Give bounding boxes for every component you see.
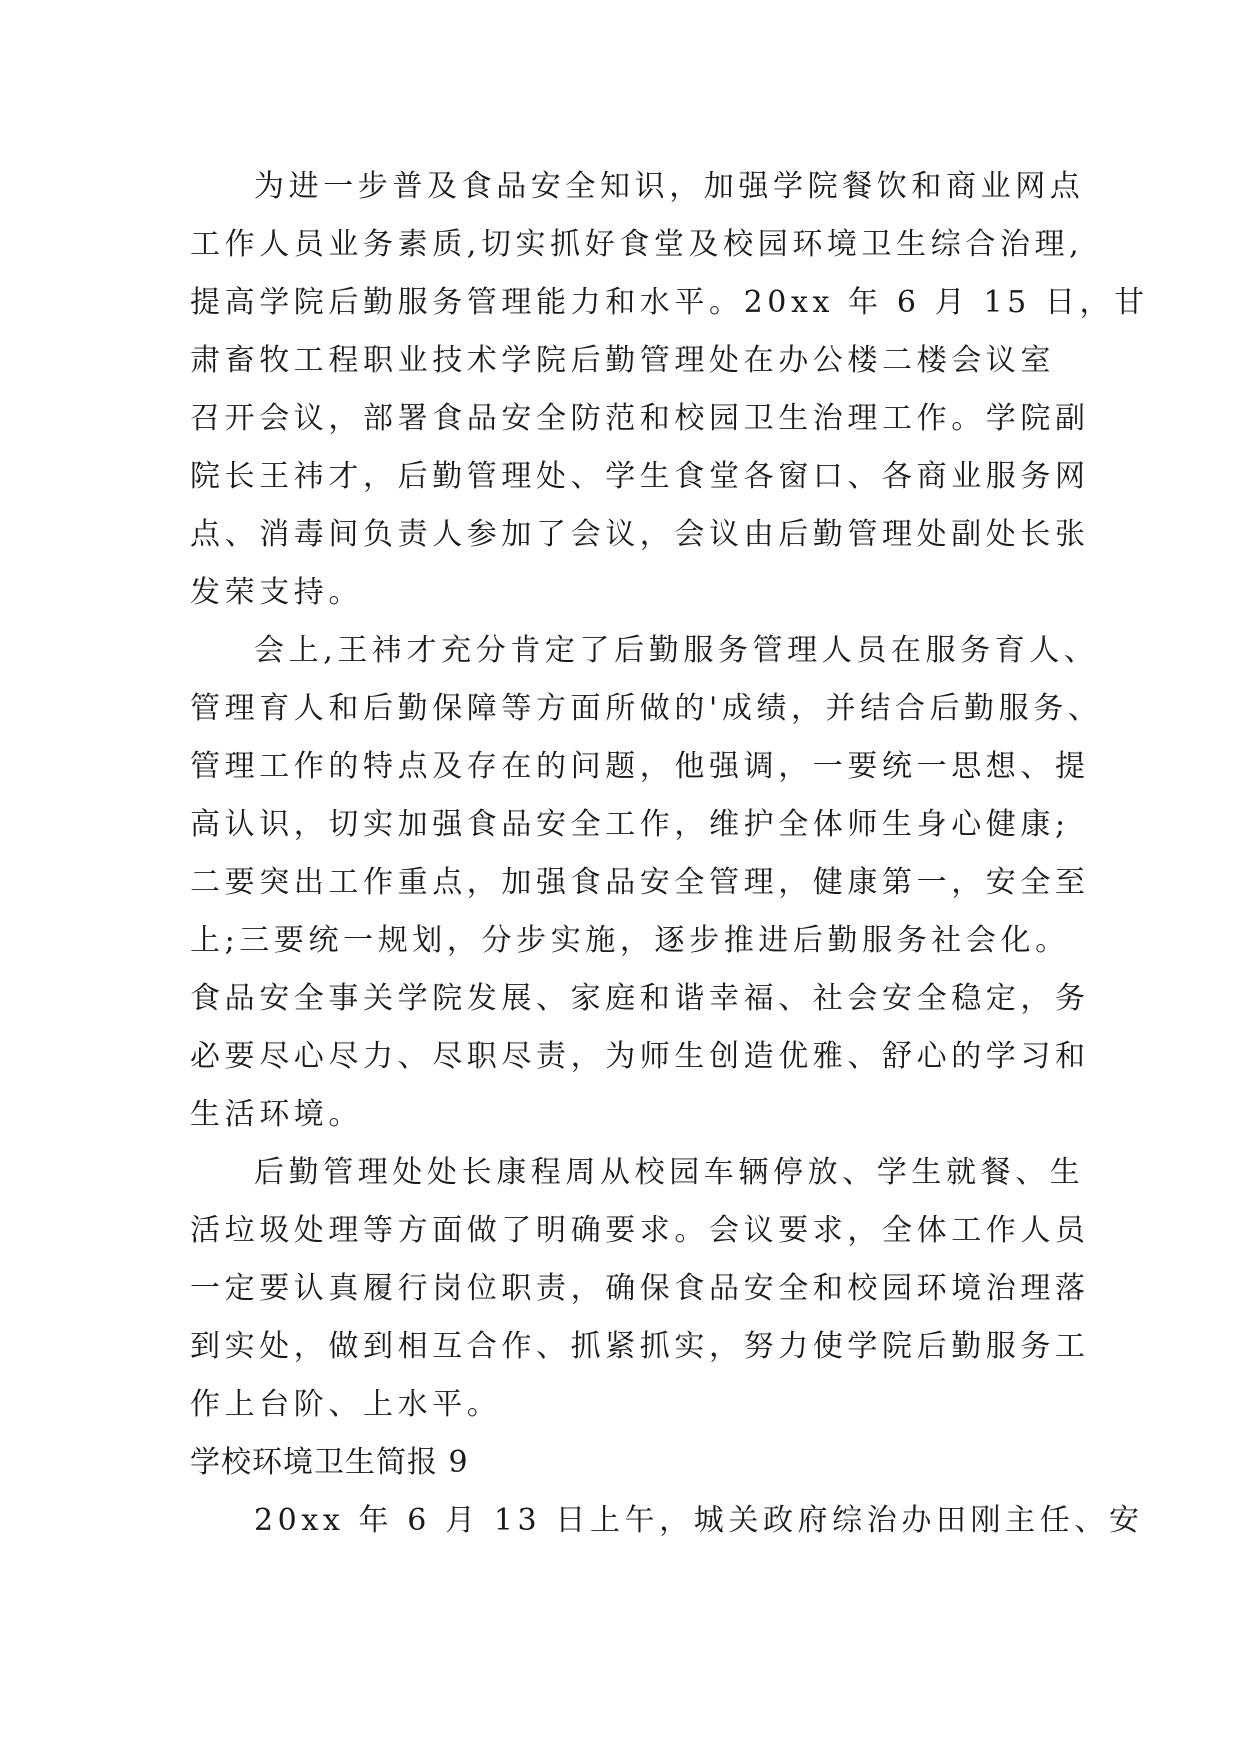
paragraph-line: 提高学院后勤服务管理能力和水平。20xx 年 6 月 15 日，甘 bbox=[190, 285, 1149, 320]
paragraph-4 bbox=[190, 1492, 1144, 1550]
paragraph-line: 上;三要统一规划，分步实施，逐步推进后勤服务社会化。 bbox=[190, 923, 1070, 958]
paragraph-1 bbox=[190, 158, 1149, 622]
paragraph-line: 必要尽心尽力、尽职尽责，为师生创造优雅、舒心的学习和 bbox=[190, 1039, 1090, 1074]
paragraph-3 bbox=[190, 1144, 1090, 1434]
paragraph-line: 肃畜牧工程职业技术学院后勤管理处在办公楼二楼会议室 bbox=[190, 343, 1055, 378]
paragraph-line: 后勤管理处处长康程周从校园车辆停放、学生就餐、生 bbox=[254, 1155, 1085, 1190]
paragraph-line: 二要突出工作重点，加强食品安全管理，健康第一，安全至 bbox=[190, 865, 1090, 900]
paragraph-2 bbox=[190, 622, 1103, 1144]
paragraph-line: 会上,王祎才充分肯定了后勤服务管理人员在服务育人、 bbox=[254, 633, 1099, 668]
paragraph-line: 一定要认真履行岗位职责，确保食品安全和校园环境治理落 bbox=[190, 1271, 1090, 1306]
paragraph-line: 作上台阶、上水平。 bbox=[190, 1387, 502, 1422]
paragraph-line: 到实处，做到相互合作、抓紧抓实，努力使学院后勤服务工 bbox=[190, 1329, 1090, 1364]
paragraph-line: 食品安全事关学院发展、家庭和谐幸福、社会安全稳定，务 bbox=[190, 981, 1090, 1016]
paragraph-line: 为进一步普及食品安全知识，加强学院餐饮和商业网点 bbox=[254, 169, 1085, 204]
paragraph-line: 高认识，切实加强食品安全工作，维护全体师生身心健康; bbox=[190, 807, 1070, 842]
paragraph-line: 活垃圾处理等方面做了明确要求。会议要求，全体工作人员 bbox=[190, 1213, 1090, 1248]
section-heading: 学校环境卫生简报 9 bbox=[190, 1445, 469, 1480]
paragraph-line: 工作人员业务素质,切实抓好食堂及校园环境卫生综合治理, bbox=[190, 227, 1084, 262]
paragraph-line: 发荣支持。 bbox=[190, 575, 363, 610]
paragraph-line: 生活环境。 bbox=[190, 1097, 363, 1132]
paragraph-line: 管理工作的特点及存在的问题，他强调，一要统一思想、提 bbox=[190, 749, 1090, 784]
paragraph-line: 管理育人和后勤保障等方面所做的'成绩，并结合后勤服务、 bbox=[190, 691, 1103, 726]
paragraph-line: 院长王祎才，后勤管理处、学生食堂各窗口、各商业服务网 bbox=[190, 459, 1090, 494]
document-page bbox=[190, 158, 1149, 1550]
paragraph-line: 点、消毒间负责人参加了会议，会议由后勤管理处副处长张 bbox=[190, 517, 1090, 552]
paragraph-line: 召开会议，部署食品安全防范和校园卫生治理工作。学院副 bbox=[190, 401, 1090, 436]
paragraph-line: 20xx 年 6 月 13 日上午，城关政府综治办田刚主任、安 bbox=[254, 1503, 1144, 1538]
